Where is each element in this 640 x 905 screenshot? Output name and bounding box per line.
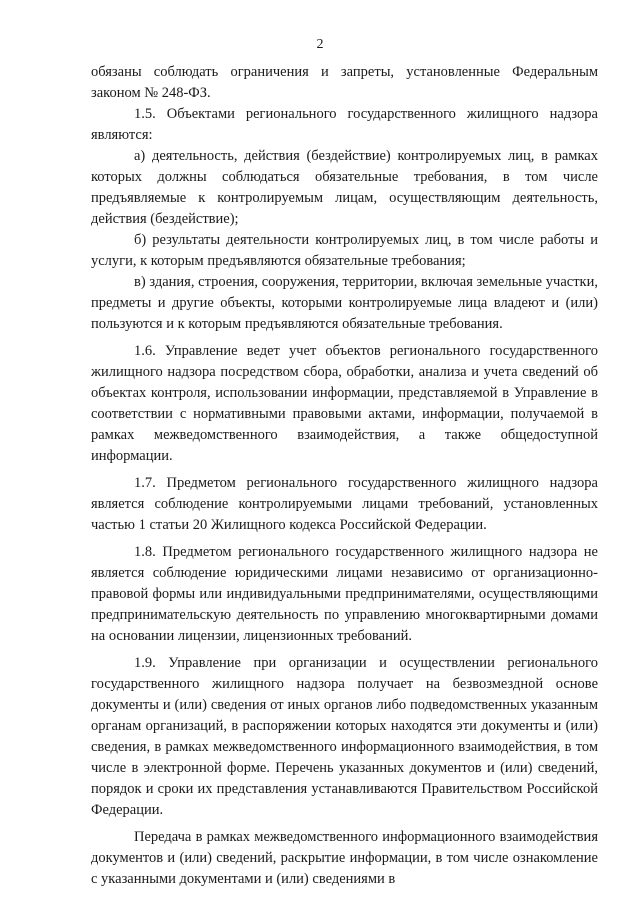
paragraph-1-5-v: в) здания, строения, сооружения, территории, включая земельные участки, предметы и другие объекты, которыми контролируемые лица владеют и (или) пользуются и к которым предъявляются обязательные требования. <box>91 274 598 332</box>
paragraph-continuation: обязаны соблюдать ограничения и запреты, установленные Федеральным законом № 248-ФЗ. <box>91 64 598 101</box>
paragraph-1-6: 1.6. Управление ведет учет объектов регионального государственного жилищного надзора посредством сбора, обработки, анализа и учета сведений об объектах контроля, использовании информации, представляемой в Управление в соответствии с нормативными правовыми актами, информации, получаемой в рамках межведомственного взаимодействия, а также общедоступной информации. <box>91 343 598 464</box>
paragraph-transfer: Передача в рамках межведомственного информационного взаимодействия документов и (или) сведений, раскрытие информации, в том числе ознакомление с указанными документами и (или) сведениями в <box>91 829 598 887</box>
paragraph-1-7: 1.7. Предметом регионального государственного жилищного надзора является соблюдение контролируемыми лицами требований, установленных частью 1 статьи 20 Жилищного кодекса Российской Федерации. <box>91 475 598 533</box>
paragraph-1-8: 1.8. Предметом регионального государственного жилищного надзора не является соблюдение юридическими лицами независимо от организационно-правовой формы или индивидуальными предпринимателями, осуществляющими предпринимательскую деятельность по управлению многоквартирными домами на основании лицензии, лицензионных требований. <box>91 544 598 644</box>
paragraph-1-9: 1.9. Управление при организации и осуществлении регионального государственного жилищного надзора получает на безвозмездной основе документы и (или) сведения от иных органов либо подведомственных указанным органам организаций, в распоряжении которых находятся эти документы и (или) сведения, в рамках межведомственного информационного взаимодействия, в том числе в электронной форме. Перечень указанных документов и (или) сведений, порядок и сроки их представления устанавливаются Правительством Российской Федерации. <box>91 655 598 818</box>
page-number: 2 <box>316 37 324 52</box>
paragraph-1-5-b: б) результаты деятельности контролируемых лиц, в том числе работы и услуги, к которым предъявляются обязательные требования; <box>91 232 598 269</box>
paragraph-1-5: 1.5. Объектами регионального государственного жилищного надзора являются: <box>91 106 598 143</box>
document-body <box>91 62 598 890</box>
paragraph-1-5-a: а) деятельность, действия (бездействие) контролируемых лиц, в рамках которых должны соблюдаться обязательные требования, в том числе предъявляемые к контролируемым лицам, осуществляющим деятельность, действия (бездействие); <box>91 148 598 227</box>
